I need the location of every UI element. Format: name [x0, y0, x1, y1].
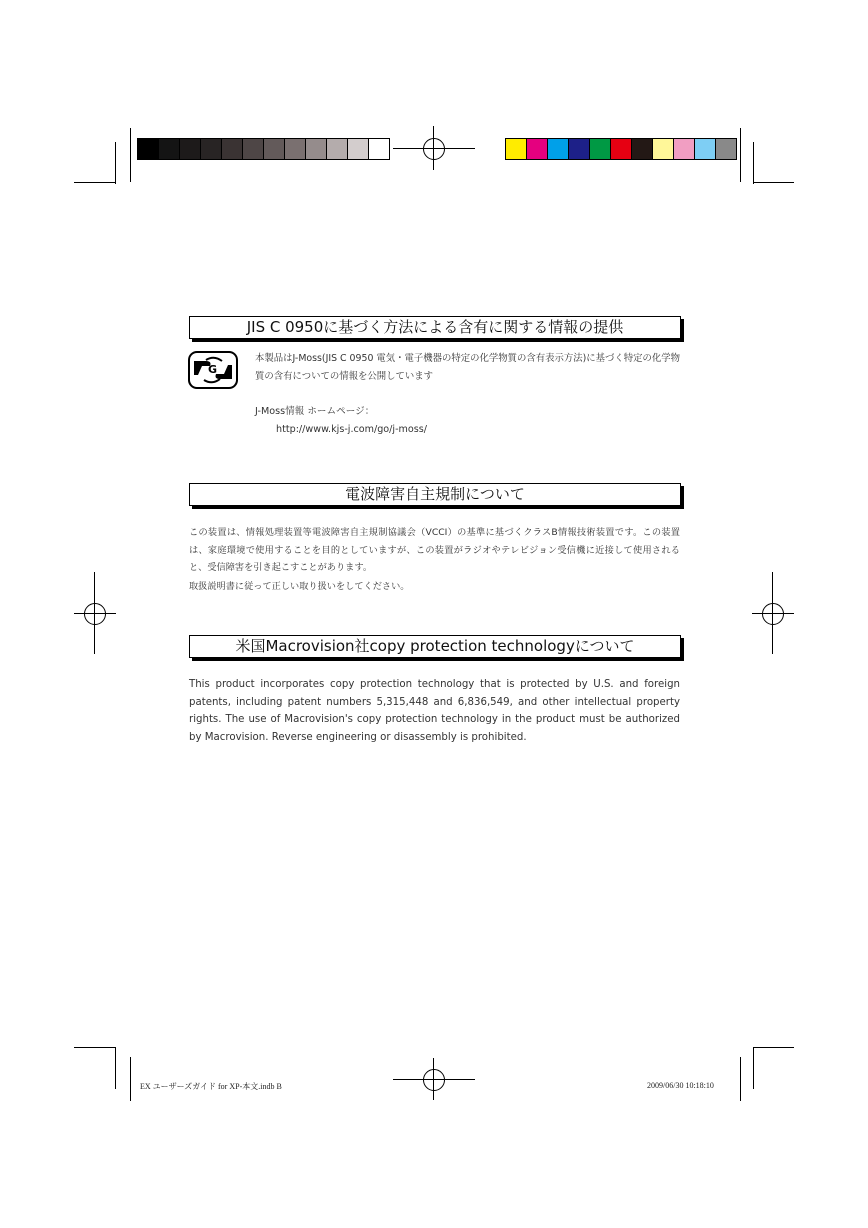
color-swatch — [527, 139, 548, 159]
color-swatch — [590, 139, 611, 159]
color-swatch — [201, 139, 222, 159]
jmoss-homepage-label: J-Moss情報 ホームページ： — [255, 406, 375, 417]
color-swatch — [506, 139, 527, 159]
macrovision-paragraph: This product incorporates copy protection technology that is protected by U.S. and foreign patents, including patent numbers 5,315,448 and 6,836,549, and other intellectual property rights. The use of Macrovision's copy protection technology in the product must be authorized by Macrovision. Reverse engineering or disassembly is prohibited. — [189, 679, 680, 743]
jmoss-homepage-url[interactable]: http://www.kjs-j.com/go/j-moss/ — [276, 424, 427, 435]
color-swatch — [138, 139, 159, 159]
process-color-bar — [505, 138, 737, 160]
color-swatch — [222, 139, 243, 159]
color-swatch — [716, 139, 736, 159]
footer-filename: EX ユーザーズガイド for XP-本文.indb B — [140, 1082, 282, 1091]
color-swatch — [327, 139, 348, 159]
color-swatch — [674, 139, 695, 159]
color-swatch — [285, 139, 306, 159]
vcci-note: 取扱説明書に従って正しい取り扱いをしてください。 — [189, 581, 410, 592]
color-swatch — [653, 139, 674, 159]
section-heading-jmoss: JIS C 0950に基づく方法による含有に関する情報の提供 — [189, 316, 681, 339]
footer-timestamp: 2009/06/30 10:18:10 — [647, 1081, 714, 1090]
color-swatch — [632, 139, 653, 159]
color-swatch — [548, 139, 569, 159]
color-swatch — [569, 139, 590, 159]
color-swatch — [306, 139, 327, 159]
color-swatch — [264, 139, 285, 159]
jmoss-logo-letter: G — [208, 363, 218, 376]
color-swatch — [348, 139, 369, 159]
jmoss-description: 本製品はJ-Moss(JIS C 0950 電気・電子機器の特定の化学物質の含有表示方法)に基づく特定の化学物質の含有についての情報を公開しています — [255, 353, 681, 382]
section-heading-macrovision: 米国Macrovision社copy protection technologyについて — [189, 635, 681, 658]
grayscale-color-bar — [137, 138, 390, 160]
color-swatch — [243, 139, 264, 159]
vcci-paragraph: この装置は、情報処理装置等電波障害自主規制協議会（VCCI）の基準に基づくクラスB情報技術装置です。この装置は、家庭環境で使用することを目的としていますが、この装置がラジオやテレビジョン受信機に近接して使用されると、受信障害を引き起こすことがあります。 — [189, 527, 680, 573]
color-swatch — [695, 139, 716, 159]
section-heading-vcci: 電波障害自主規制について — [189, 483, 681, 506]
color-swatch — [159, 139, 180, 159]
color-swatch — [611, 139, 632, 159]
color-swatch — [180, 139, 201, 159]
color-swatch — [369, 139, 389, 159]
jmoss-logo — [188, 351, 238, 389]
